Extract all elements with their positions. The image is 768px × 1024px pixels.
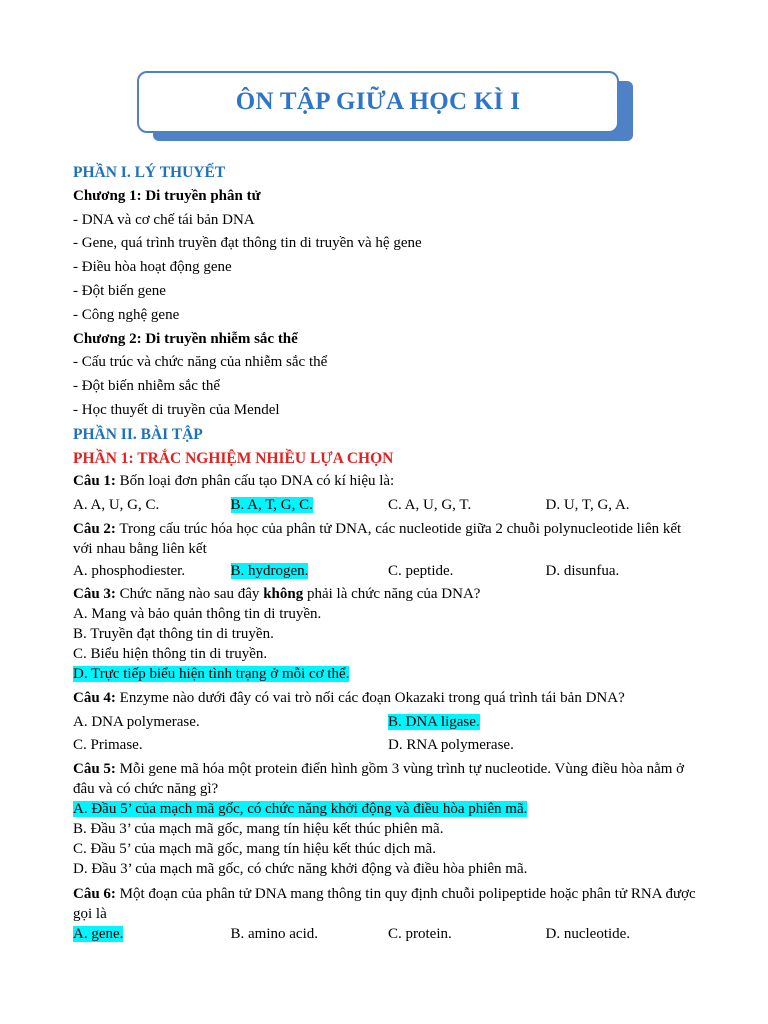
answer-option-correct: B. DNA ligase. — [388, 713, 480, 730]
answer-option: A. phosphodiester. — [73, 563, 186, 580]
answer-option: D. disunfua. — [545, 563, 620, 580]
question-4-options-row2 — [73, 736, 703, 755]
chapter1-item: - Điều hòa hoạt động gene — [73, 259, 232, 276]
chapter2-item: - Đột biến nhiễm sắc thể — [73, 378, 221, 395]
page-title: ÔN TẬP GIỮA HỌC KÌ I — [235, 88, 521, 115]
question-1 — [73, 472, 703, 491]
question-5 — [73, 759, 703, 799]
answer-option: C. peptide. — [388, 563, 454, 580]
chapter1-item: - DNA và cơ chế tái bản DNA — [73, 211, 255, 228]
answer-option: D. Đầu 3’ của mạch mã gốc, có chức năng khởi động và điều hòa phiên mã. — [73, 860, 528, 877]
chapter1-title: Chương 1: Di truyền phân tử — [73, 187, 261, 204]
question-6-options — [73, 925, 703, 944]
answer-option: A. Mang và bảo quản thông tin di truyền. — [73, 606, 322, 623]
part2-subheading: PHẦN 1: TRẮC NGHIỆM NHIỀU LỰA CHỌN — [73, 449, 394, 467]
question-text: Trong cấu trúc hóa học của phân tử DNA, các nucleotide giữa 2 chuỗi polynucleotide liên kết với nhau bằng liên kết — [73, 521, 682, 558]
emphasis-not: không — [263, 586, 304, 603]
answer-option: A. DNA polymerase. — [73, 713, 200, 730]
part1-heading: PHẦN I. LÝ THUYẾT — [73, 164, 226, 181]
answer-option: C. Biểu hiện thông tin di truyền. — [73, 646, 268, 663]
chapter1-item: - Gene, quá trình truyền đạt thông tin di truyền và hệ gene — [73, 235, 422, 252]
answer-option: A. A, U, G, C. — [73, 497, 160, 514]
answer-option-correct: B. A, T, G, C. — [230, 497, 313, 514]
answer-option: D. U, T, G, A. — [545, 497, 630, 514]
question-6 — [73, 884, 703, 924]
title-banner — [137, 71, 634, 143]
question-label: Câu 1: — [73, 473, 116, 490]
chapter2-item: - Học thuyết di truyền của Mendel — [73, 401, 280, 418]
part2-heading: PHẦN II. BÀI TẬP — [73, 425, 203, 443]
answer-option-correct: A. Đầu 5’ của mạch mã gốc, có chức năng khởi động và điều hòa phiên mã. — [73, 800, 528, 817]
answer-option: C. A, U, G, T. — [388, 497, 472, 514]
question-text: Enzyme nào dưới đây có vai trò nối các đoạn Okazaki trong quá trình tái bản DNA? — [115, 689, 625, 706]
chapter2-title: Chương 2: Di truyền nhiễm sắc thể — [73, 330, 298, 347]
answer-option: B. amino acid. — [230, 925, 318, 942]
chapter1-item: - Công nghệ gene — [73, 306, 180, 323]
chapter2-item: - Cấu trúc và chức năng của nhiễm sắc thể — [73, 354, 328, 371]
question-2 — [73, 519, 703, 559]
question-text: Một đoạn của phân tử DNA mang thông tin quy định chuỗi polipeptide hoặc phân tử RNA được gọi là — [73, 885, 696, 922]
answer-option-correct: A. gene. — [73, 925, 124, 942]
answer-option-correct: D. Trực tiếp biểu hiện tình trạng ở mỗi cơ thể. — [73, 666, 350, 683]
title-box — [137, 71, 619, 133]
question-label: Câu 3: — [73, 586, 116, 603]
answer-option: B. Truyền đạt thông tin di truyền. — [73, 626, 274, 643]
question-text: Bốn loại đơn phân cấu tạo DNA có kí hiệu là: — [115, 473, 395, 490]
question-label: Câu 6: — [73, 885, 116, 902]
question-label: Câu 4: — [73, 689, 116, 706]
question-label: Câu 2: — [73, 521, 116, 538]
question-3: Câu 3: Chức năng nào sau đây không phải là chức năng của DNA? — [73, 586, 481, 603]
question-4-options — [73, 713, 703, 732]
answer-option: D. RNA polymerase. — [388, 736, 514, 753]
answer-option: C. Đầu 5’ của mạch mã gốc, mang tín hiệu kết thúc dịch mã. — [73, 840, 436, 857]
answer-option-correct: B. hydrogen. — [230, 563, 309, 580]
question-4 — [73, 689, 703, 708]
question-label: Câu 5: — [73, 760, 116, 777]
answer-option: C. Primase. — [73, 736, 143, 753]
question-1-options — [73, 496, 703, 515]
chapter1-item: - Đột biến gene — [73, 282, 166, 299]
answer-option: B. Đầu 3’ của mạch mã gốc, mang tín hiệu kết thúc phiên mã. — [73, 820, 444, 837]
answer-option: D. nucleotide. — [545, 925, 631, 942]
question-text: Mỗi gene mã hóa một protein điển hình gồm 3 vùng trình tự nucleotide. Vùng điều hòa nằm ở đâu và có chức năng gì? — [73, 760, 685, 797]
document-body — [73, 163, 703, 948]
answer-option: C. protein. — [388, 925, 452, 942]
question-2-options — [73, 562, 703, 581]
